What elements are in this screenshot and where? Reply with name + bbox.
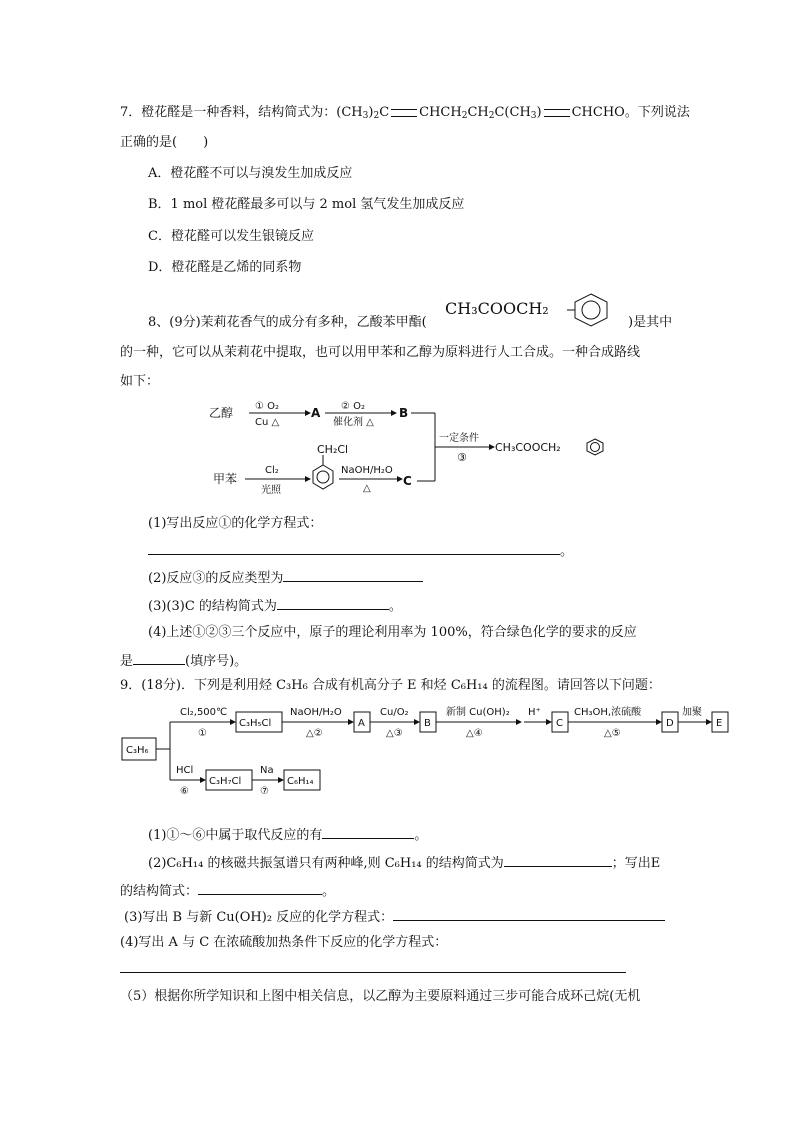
q9-sub3-blank[interactable]	[393, 906, 665, 921]
naoh-label: NaOH/H₂O	[341, 465, 393, 476]
b3-label: C₆H₁₄	[287, 776, 314, 787]
c-label: C	[556, 718, 563, 729]
num-9: ⑦	[260, 786, 269, 797]
num-2: △②	[306, 728, 323, 739]
start-label: C₃H₆	[126, 745, 149, 756]
ch2cl-label: CH₂Cl	[317, 443, 349, 456]
step1-bottom: Cu △	[255, 417, 280, 428]
q9-sub2-line1: (2)C₆H₁₄ 的核磁共振氢谱只有两种峰,则 C₆H₁₄ 的结构简式为 ；写出E	[148, 852, 660, 873]
num-1: ①	[198, 728, 207, 739]
num-8: ⑥	[180, 786, 189, 797]
compound-b: B	[399, 406, 409, 420]
q9-intro: 9．(18分)．下列是利用烃 C₃H₆ 合成有机高分子 E 和烃 C₆H₁₄ 的流程图。请回答以下问题：	[120, 678, 661, 693]
q8-sub1-blank[interactable]	[148, 540, 560, 555]
q8-sub1-answer-line[interactable]: 。	[148, 540, 573, 561]
q9-sub2-line2: 的结构简式： 。	[120, 880, 335, 901]
benzene-ring-icon	[567, 294, 607, 326]
q7-stem-line2: 正确的是( )	[120, 135, 209, 150]
cl2-label: Cl₂	[265, 465, 279, 476]
step1-top: ① O₂	[255, 401, 280, 412]
cond-3: Cu/O₂	[380, 707, 409, 718]
q9-sub4-answer-line[interactable]	[120, 972, 626, 973]
benzyl-chloride-ring-icon	[313, 465, 333, 489]
q8-line3: 如下：	[120, 374, 160, 389]
product-benzene-icon	[587, 439, 603, 455]
q7-option-c: C．橙花醛可以发生银镜反应	[148, 229, 314, 244]
q8-sub3: (3)(3)C 的结构简式为 。	[148, 595, 402, 616]
double-bond-icon	[544, 109, 570, 117]
cond-6: CH₃OH,浓硫酸	[574, 707, 642, 718]
d-label: D	[666, 718, 674, 729]
q9-sub2-blank-a[interactable]	[504, 852, 612, 867]
step2-bottom: 催化剂 △	[333, 417, 374, 428]
step2-top: ② O₂	[341, 401, 366, 412]
benzyl-acetate-structure	[443, 288, 631, 330]
num-4: △④	[466, 728, 483, 739]
q8-intro-a: 8、(9分)茉莉花香气的成分有多种，乙酸苯甲酯(	[148, 315, 427, 330]
q9-sub3: (3)写出 B 与新 Cu(OH)₂ 反应的化学方程式：	[124, 906, 665, 927]
q7-option-b: B．1 mol 橙花醛最多可以与 2 mol 氢气发生加成反应	[148, 197, 465, 212]
q8-sub2-blank[interactable]	[283, 567, 423, 582]
light-label: 光照	[261, 485, 281, 496]
q7-option-a: A．橙花醛不可以与溴发生加成反应	[148, 166, 353, 181]
num-3: △③	[386, 728, 403, 739]
toluene-label: 甲苯	[213, 472, 238, 486]
q8-line2: 的一种，它可以从茉莉花中提取，也可以用甲苯和乙醇为原料进行人工合成。一种合成路线	[120, 345, 641, 360]
q7-option-d: D．橙花醛是乙烯的同系物	[148, 260, 302, 275]
q8-intro-b: )是其中	[628, 315, 673, 330]
q8-sub4-line1: (4)上述①②③三个反应中，原子的理论利用率为 100%，符合绿色化学的要求的反应	[148, 625, 637, 640]
cond-9: Na	[260, 765, 274, 776]
cond-7: 加聚	[682, 707, 702, 718]
b2-label: C₃H₇Cl	[209, 776, 242, 787]
q9-sub1: (1)①～⑥中属于取代反应的有 。	[148, 824, 427, 845]
cond-4: 新制 Cu(OH)₂	[446, 707, 510, 718]
q8-sub2: (2)反应③的反应类型为	[148, 567, 423, 588]
product-formula: CH₃COOCH₂	[495, 441, 561, 454]
compound-a: A	[311, 406, 321, 420]
benzyl-acetate-formula: CH₃COOCH₂	[445, 299, 549, 318]
b-label: B	[424, 718, 431, 729]
q8-sub4-blank[interactable]	[133, 650, 185, 665]
q9-sub4: (4)写出 A 与 C 在浓硫酸加热条件下反应的化学方程式：	[120, 935, 448, 950]
cond-5: H⁺	[528, 707, 541, 718]
ethanol-label: 乙醇	[209, 406, 234, 420]
delta-label: △	[363, 483, 371, 494]
q8-sub1: (1)写出反应①的化学方程式：	[148, 516, 323, 531]
b1-label: C₃H₅Cl	[239, 718, 272, 729]
double-bond-icon	[391, 109, 417, 117]
q8-sub4-line2: 是 (填序号)。	[120, 650, 247, 671]
q9-sub2-blank-b[interactable]	[198, 880, 322, 895]
cond-8: HCl	[176, 765, 194, 776]
condition-label: 一定条件	[439, 433, 479, 444]
q9-sub1-blank[interactable]	[322, 824, 414, 839]
e-label: E	[716, 718, 723, 729]
num-6: △⑤	[604, 728, 621, 739]
synthesis-scheme	[205, 395, 625, 500]
cond-2: NaOH/H₂O	[290, 707, 342, 718]
q9-sub5: （5）根据你所学知识和上图中相关信息，以乙醇为主要原料通过三步可能合成环己烷(无机	[120, 989, 641, 1004]
step3-label: ③	[457, 451, 467, 464]
a-label: A	[358, 718, 365, 729]
cond-1: Cl₂,500℃	[180, 707, 228, 718]
compound-c: C	[403, 474, 412, 488]
q8-sub3-blank[interactable]	[277, 595, 389, 610]
q9-flowchart	[120, 700, 732, 800]
q7-stem-line1: 7．橙花醛是一种香料，结构简式为：$(CH_3)_2C$ $CHCH_2CH_2C(CH_3)$ CHCHO。下列说法	[120, 105, 690, 121]
